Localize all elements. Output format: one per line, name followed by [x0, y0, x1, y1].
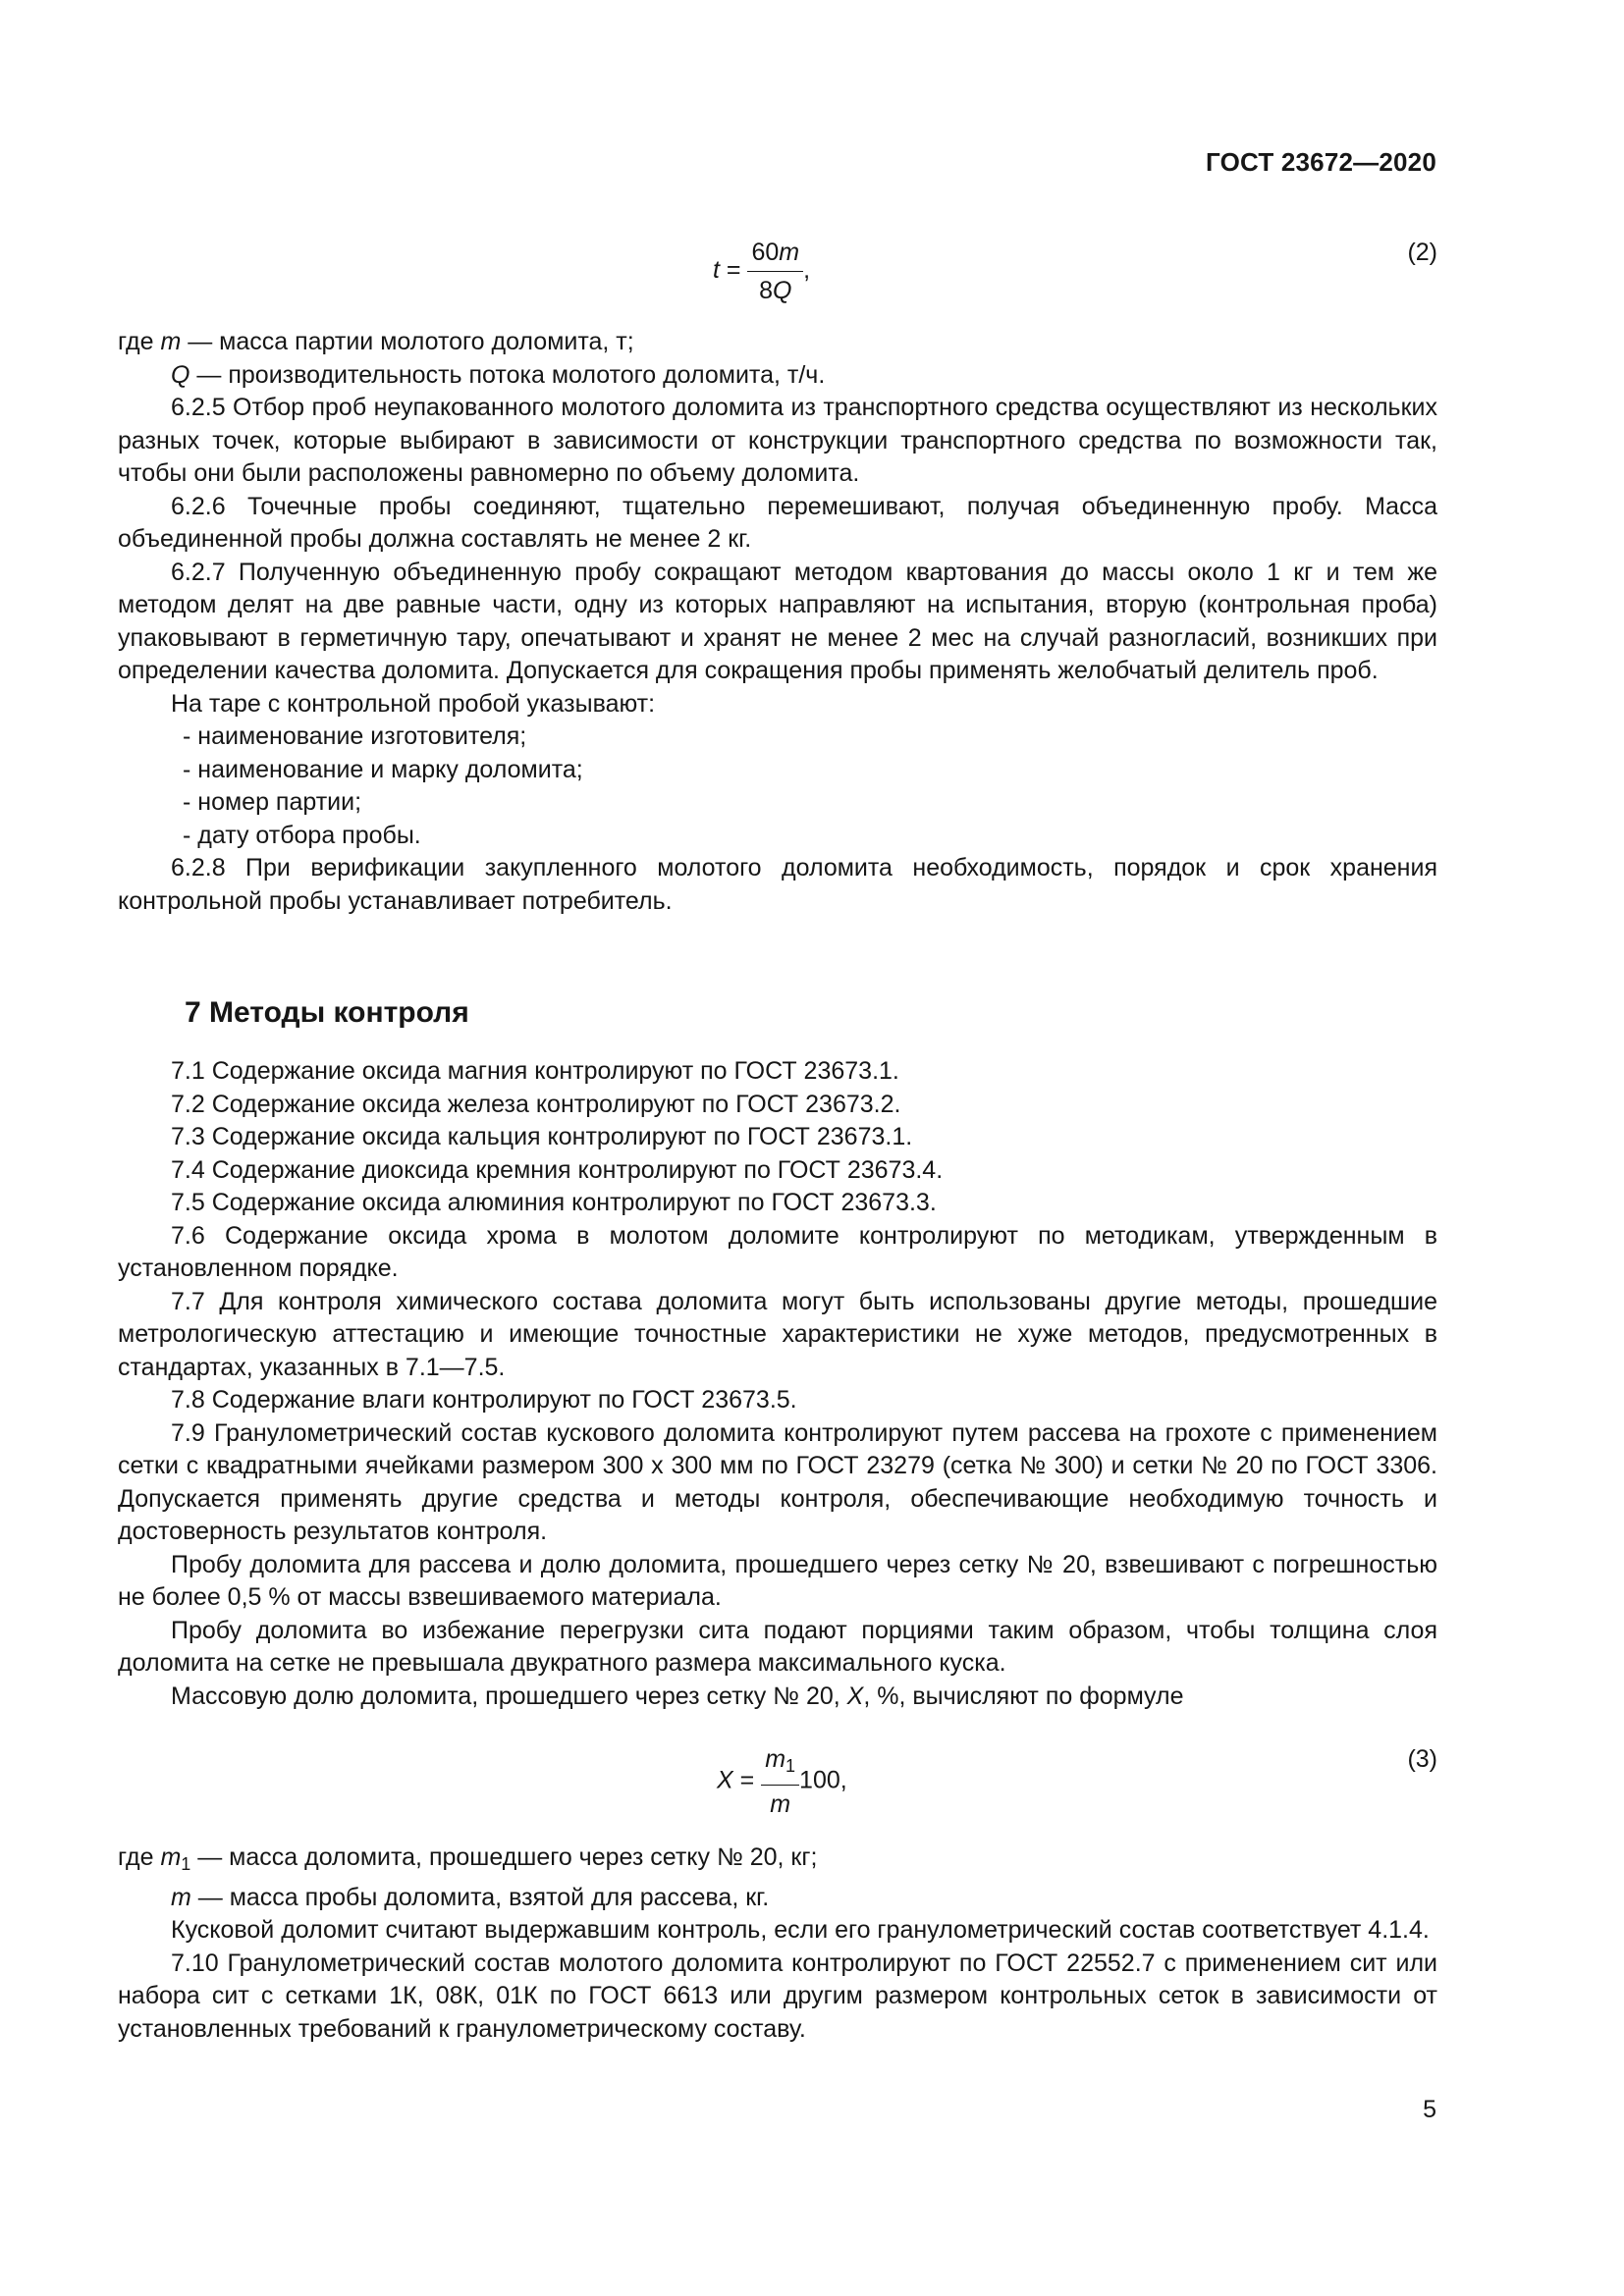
formula-2-expression: t = $\frac{60m}{8Q}$ , [713, 236, 810, 307]
formula-2-number: (2) [1407, 239, 1437, 266]
paragraph-6-2-7: 6.2.7 Полученную объединенную пробу сокращают методом квартования до массы около 1 кг и тем же методом делят на две равные части, одну из которых направляют на испытания, вторую (контрольная проба) упаковывают в герметичную тару, опечатывают и хранят не менее 2 мес на случай разногласий, возникших при определении качества доломита. Допускается для сокращения пробы применять желобчатый делитель проб. [118, 558, 1437, 684]
formula-3-fraction: $\frac{m_1}{m}$ [761, 1742, 799, 1821]
paragraph-7-1: 7.1 Содержание оксида магния контролируют по ГОСТ 23673.1. [171, 1057, 899, 1085]
paragraph-7-2: 7.2 Содержание оксида железа контролируют по ГОСТ 23673.2. [171, 1090, 901, 1118]
section-7-heading: 7 Методы контроля [185, 996, 469, 1029]
paragraph-6-2-5: 6.2.5 Отбор проб неупакованного молотого доломита из транспортного средства осуществляют из нескольких разных точек, которые выбирают в зависимости от конструкции транспортного средства по возможности так, чтобы они были расположены равномерно по объему доломита. [118, 394, 1437, 487]
formula-3-legend-m1: где $m_1$ — масса доломита, прошедшего через сетку № 20, кг; [118, 1843, 818, 1874]
formula-3-number: (3) [1407, 1745, 1437, 1773]
paragraph-7-9: 7.9 Гранулометрический состав кускового доломита контролируют путем рассева на грохоте с применением сетки с квадратными ячейками размером 300 х 300 мм по ГОСТ 23279 (сетка № 300) и сетки № 20 по ГОСТ 3306. Допускается применять другие средства и методы контроля, обеспечивающие необходимую точность и достоверность результатов контроля. [118, 1418, 1437, 1545]
paragraph-weighing: Пробу доломита для рассева и долю доломита, прошедшего через сетку № 20, взвешивают с погрешностью не более 0,5 % от массы взвешиваемого материала. [118, 1550, 1437, 1611]
paragraph-6-2-6: 6.2.6 Точечные пробы соединяют, тщательно перемешивают, получая объединенную пробу. Масса объединенной пробы должна составлять не менее 2 кг. [118, 492, 1437, 553]
label-list-item: - наименование изготовителя; [183, 722, 527, 750]
formula-2-fraction: $\frac{60m}{8Q}$ [747, 236, 803, 307]
section-7-body [118, 1055, 1437, 1713]
paragraph-7-3: 7.3 Содержание оксида кальция контролируют по ГОСТ 23673.1. [171, 1123, 913, 1150]
paragraph-7-7: 7.7 Для контроля химического состава доломита могут быть использованы другие методы, прошедшие метрологическую аттестацию и имеющие точностные характеристики не хуже методов, предусмотренных в стандартах, указанных в 7.1—7.5. [118, 1287, 1437, 1381]
paragraph-7-8: 7.8 Содержание влаги контролируют по ГОСТ 23673.5. [171, 1386, 797, 1414]
section-6-2-continued [118, 326, 1437, 918]
formula-2-legend-m: где m — масса партии молотого доломита, т; [118, 328, 634, 355]
document-code: ГОСТ 23672—2020 [1206, 147, 1436, 177]
paragraph-7-10: 7.10 Гранулометрический состав молотого доломита контролируют по ГОСТ 22552.7 с применением сит или набора сит с сетками 1К, 08К, 01К по ГОСТ 6613 или другим размером контрольных сеток в зависимости от установленных требований к гранулометрическому составу. [118, 1949, 1437, 2043]
formula-3-legend-m: m — масса пробы доломита, взятой для рассева, кг. [171, 1883, 770, 1911]
page-number: 5 [1423, 2096, 1436, 2123]
formula-2 [118, 236, 1437, 334]
paragraph-formula-intro: Массовую долю доломита, прошедшего через сетку № 20, X, %, вычисляют по формуле [171, 1682, 1184, 1710]
formula-3-expression: X = $\frac{m_1}{m}$ 100, [717, 1742, 847, 1821]
paragraph-pass-criteria: Кусковой доломит считают выдержавшим контроль, если его гранулометрический состав соответствует 4.1.4. [171, 1916, 1430, 1944]
section-7-continued [118, 1842, 1437, 2046]
label-list-item: - наименование и марку доломита; [183, 755, 583, 783]
paragraph-7-4: 7.4 Содержание диоксида кремния контролируют по ГОСТ 23673.4. [171, 1155, 944, 1184]
label-list-intro: На таре с контрольной пробой указывают: [171, 689, 656, 718]
paragraph-7-5: 7.5 Содержание оксида алюминия контролируют по ГОСТ 23673.3. [171, 1189, 937, 1216]
paragraph-6-2-8: 6.2.8 При верификации закупленного молотого доломита необходимость, порядок и срок хранения контрольной пробы устанавливает потребитель. [118, 854, 1437, 915]
label-list-item: - дату отбора пробы. [183, 821, 421, 849]
label-list-item: - номер партии; [183, 788, 362, 816]
formula-3 [118, 1742, 1437, 1831]
formula-2-legend-q: Q — производительность потока молотого доломита, т/ч. [171, 360, 826, 389]
paragraph-portions: Пробу доломита во избежание перегрузки сита подают порциями таким образом, чтобы толщина слоя доломита на сетке не превышала двукратного размера максимального куска. [118, 1616, 1437, 1677]
paragraph-7-6: 7.6 Содержание оксида хрома в молотом доломите контролируют по методикам, утвержденным в установленном порядке. [118, 1221, 1437, 1282]
